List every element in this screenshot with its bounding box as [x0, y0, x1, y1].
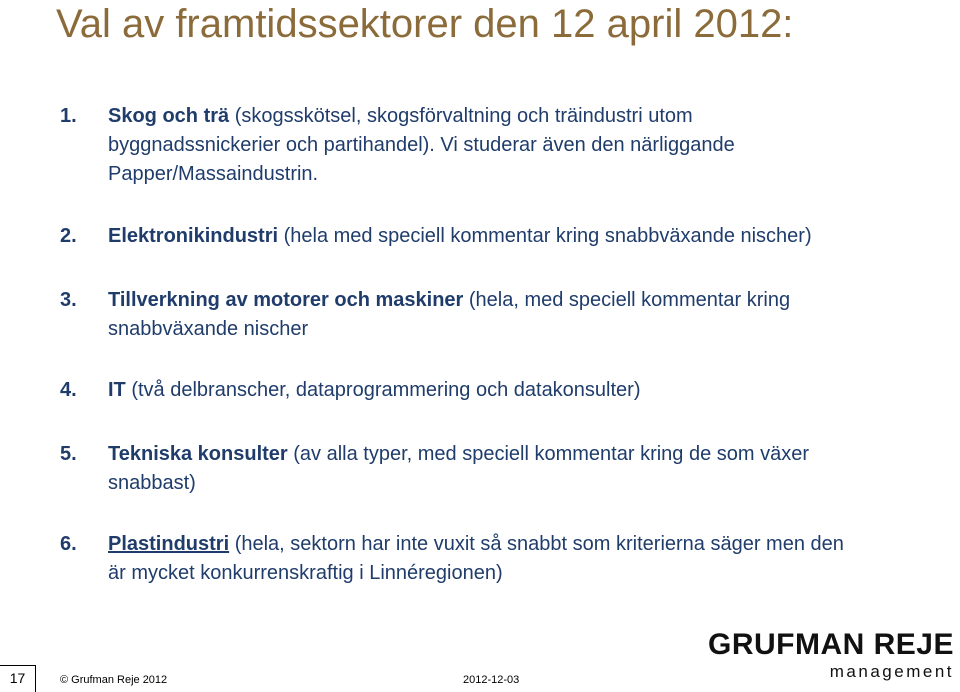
list-item-1: [60, 102, 735, 189]
list-item-4: [60, 376, 641, 405]
item-heading: Elektronikindustri: [108, 225, 279, 247]
company-logo: [707, 628, 956, 684]
item-number: 4.: [60, 379, 77, 401]
item-number: 1.: [60, 105, 77, 127]
item-text-line: byggnadssnickerier och partihandel). Vi studerar även den närliggande: [108, 134, 735, 156]
item-number: 5.: [60, 443, 77, 465]
item-text: (hela, sektorn har inte vuxit så snabbt som kriterierna säger men den: [229, 533, 844, 555]
slide-title: Val av framtidssektorer den 12 april 2012:: [56, 2, 794, 46]
item-text-line: snabbväxande nischer: [108, 318, 309, 340]
item-text: (hela med speciell kommentar kring snabbväxande nischer): [278, 225, 812, 247]
item-text: (skogsskötsel, skogsförvaltning och träindustri utom: [229, 105, 693, 127]
item-heading: Skog och trä: [108, 105, 230, 127]
footer-date: 2012-12-03: [463, 674, 520, 686]
item-heading: Tekniska konsulter: [108, 443, 288, 465]
item-text: (två delbranscher, dataprogrammering och datakonsulter): [125, 379, 641, 401]
item-text: (av alla typer, med speciell kommentar kring de som växer: [287, 443, 810, 465]
item-number: 2.: [60, 225, 77, 247]
item-heading: Tillverkning av motorer och maskiner: [108, 289, 464, 311]
item-number: 3.: [60, 289, 77, 311]
item-heading: IT: [108, 379, 126, 401]
item-text: (hela, med speciell kommentar kring: [463, 289, 791, 311]
list-item-5: [60, 440, 809, 498]
item-text-line: Papper/Massaindustrin.: [108, 163, 319, 185]
item-text-line: snabbast): [108, 472, 196, 494]
logo-wordmark: GRUFMAN REJE: [707, 628, 954, 661]
list-item-2: [60, 222, 812, 251]
item-number: 6.: [60, 533, 77, 555]
logo-tagline: management: [829, 662, 954, 681]
footer-copyright: © Grufman Reje 2012: [60, 674, 168, 686]
item-heading: Plastindustri: [108, 533, 230, 555]
slide-number: 17: [0, 665, 36, 692]
list-item-3: [60, 286, 790, 344]
list-item-6: [60, 530, 844, 588]
item-text-line: är mycket konkurrenskraftig i Linnéregionen): [108, 562, 503, 584]
